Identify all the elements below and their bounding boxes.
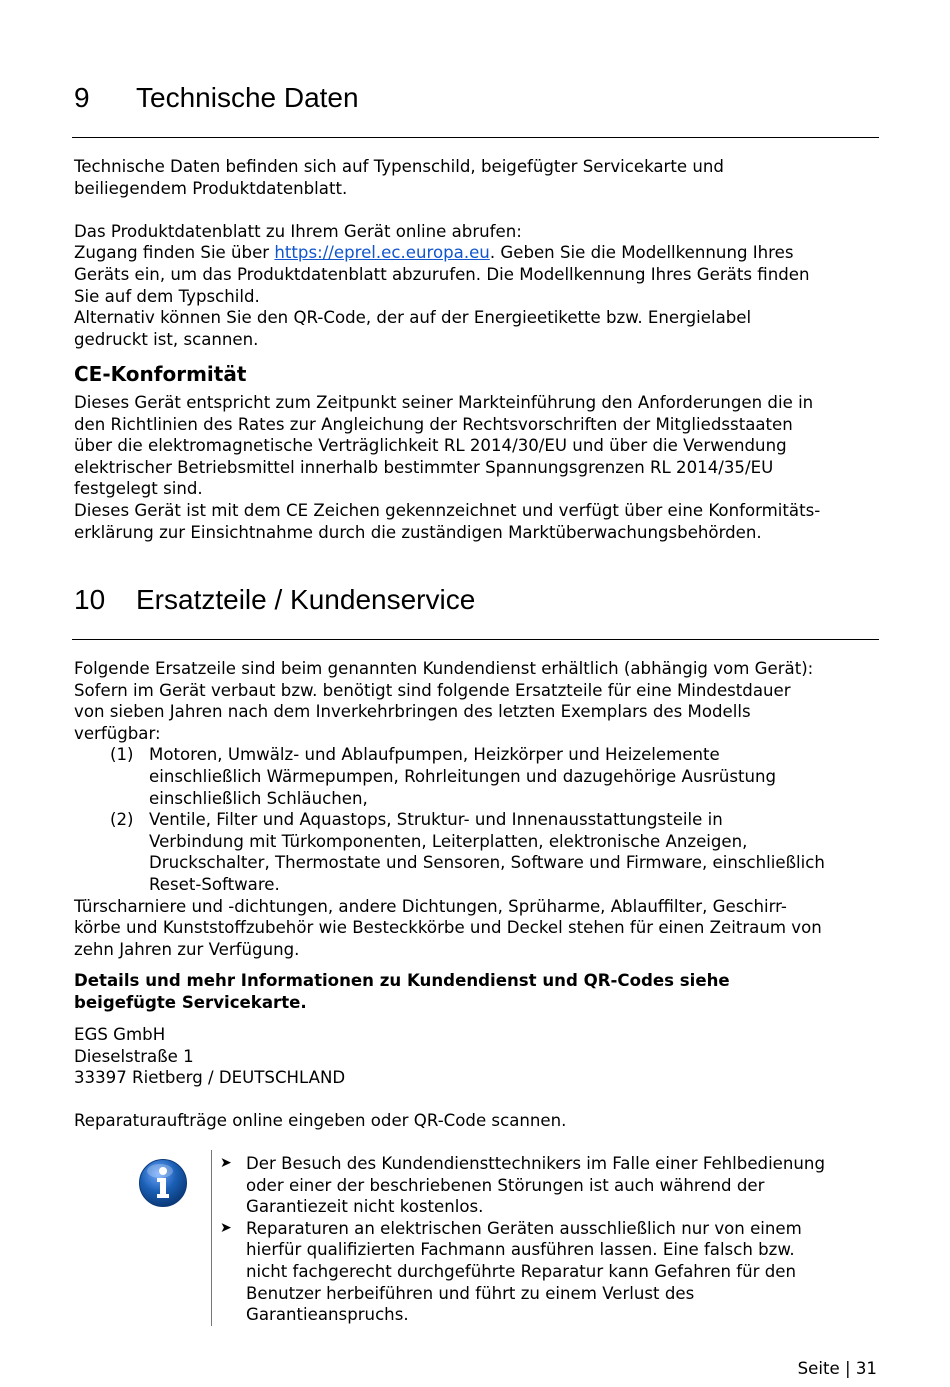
section-9-number: 9: [74, 82, 90, 113]
section-9-rule: [72, 137, 879, 138]
address-line: Dieselstraße 1: [74, 1046, 194, 1066]
ce-heading: CE-Konformität: [74, 362, 247, 386]
section-10-body: [74, 658, 882, 960]
address-block: [74, 1024, 882, 1132]
section-9-body: [74, 156, 882, 350]
section-9-title: Technische Daten: [136, 82, 359, 113]
spare-parts-line: Folgende Ersatzeile sind beim genannten Kundendienst erhältlich (abhängig vom Gerät):: [74, 659, 814, 678]
online-line: Alternativ können Sie den QR-Code, der auf der Energieetikette bzw. Energielabel: [74, 308, 752, 328]
address-line: 33397 Rietberg / DEUTSCHLAND: [74, 1068, 346, 1088]
bold-line: Details und mehr Informationen zu Kundendienst und QR-Codes siehe: [74, 971, 730, 990]
list-item: [74, 809, 882, 895]
notice-item: [220, 1218, 890, 1326]
list-item-line: Ventile, Filter und Aquastops, Struktur- und Innenausstattungsteile in: [149, 810, 723, 830]
spare-parts-line: Sofern im Gerät verbaut bzw. benötigt sind folgende Ersatzteile für eine Mindestdauer: [74, 680, 791, 700]
notice-item: [220, 1153, 890, 1218]
section-10-heading: [74, 582, 475, 618]
notice-divider: [211, 1150, 212, 1326]
notice-box: [220, 1153, 890, 1326]
ce-line: den Richtlinien des Rates zur Angleichung der Rechtsvorschriften der Mitgliedsstaaten: [74, 414, 793, 434]
arrow-bullet-icon: ➤: [220, 1155, 232, 1171]
section-10-title: Ersatzteile / Kundenservice: [136, 584, 476, 615]
notice-line: hierfür qualifizierten Fachmann ausführen lassen. Eine falsch bzw.: [246, 1240, 795, 1260]
online-line: Geräts ein, um das Produktdatenblatt abzurufen. Die Modellkennung Ihres Geräts finden: [74, 264, 810, 284]
eprel-link[interactable]: https://eprel.ec.europa.eu: [274, 243, 490, 263]
spare-parts-line: körbe und Kunststoffzubehör wie Besteckkörbe und Deckel stehen für einen Zeitraum von: [74, 918, 822, 938]
ce-line: erklärung zur Einsichtnahme durch die zuständigen Marktüberwachungsbehörden.: [74, 522, 762, 542]
online-line: Das Produktdatenblatt zu Ihrem Gerät online abrufen:: [74, 221, 522, 241]
notice-line: Der Besuch des Kundendiensttechnikers im Falle einer Fehlbedienung: [246, 1154, 825, 1173]
online-line: gedruckt ist, scannen.: [74, 329, 259, 349]
list-item-line: Verbindung mit Türkomponenten, Leiterplatten, elektronische Anzeigen,: [149, 831, 748, 851]
list-item-line: Druckschalter, Thermostate und Sensoren, Software und Firmware, einschließlich: [149, 853, 825, 873]
notice-line: Garantieanspruchs.: [246, 1305, 409, 1325]
notice-line: Benutzer herbeiführen und führt zu einem Verlust des: [246, 1283, 695, 1303]
ce-line: elektrischer Betriebsmittel innerhalb bestimmter Spannungsgrenzen RL 2014/35/EU: [74, 457, 774, 477]
list-marker: (1): [110, 745, 134, 765]
ce-line: Dieses Gerät entspricht zum Zeitpunkt seiner Markteinführung den Anforderungen die in: [74, 393, 814, 412]
online-line: Sie auf dem Typschild.: [74, 286, 260, 306]
notice-list: [220, 1153, 890, 1326]
footer-separator: |: [845, 1359, 851, 1378]
online-line-text: . Geben Sie die Modellkennung Ihres: [489, 243, 794, 263]
list-item-line: einschließlich Schläuchen,: [149, 788, 368, 808]
notice-line: Reparaturen an elektrischen Geräten ausschließlich nur von einem: [246, 1218, 802, 1238]
list-item: [74, 744, 882, 809]
spare-parts-line: zehn Jahren zur Verfügung.: [74, 939, 300, 959]
ce-line: Dieses Gerät ist mit dem CE Zeichen gekennzeichnet und verfügt über eine Konformitäts-: [74, 500, 821, 520]
list-item-line: Motoren, Umwälz- und Ablaufpumpen, Heizkörper und Heizelemente: [149, 745, 720, 765]
ce-line: festgelegt sind.: [74, 479, 203, 499]
list-item-line: einschließlich Wärmepumpen, Rohrleitungen und dazugehörige Ausrüstung: [149, 766, 777, 786]
bold-line: beigefügte Servicekarte.: [74, 992, 307, 1012]
intro-line: Technische Daten befinden sich auf Typenschild, beigefügter Servicekarte und: [74, 157, 724, 176]
address-line: EGS GmbH: [74, 1025, 166, 1044]
list-item-line: Reset-Software.: [149, 874, 280, 894]
arrow-bullet-icon: ➤: [220, 1219, 232, 1236]
online-line: [74, 242, 882, 264]
notice-line: Garantiezeit nicht kostenlos.: [246, 1197, 484, 1217]
spare-parts-line: Türscharniere und -dichtungen, andere Dichtungen, Sprüharme, Ablauffilter, Geschirr-: [74, 896, 787, 916]
spare-parts-list: [74, 744, 882, 895]
page-number: 31: [855, 1359, 877, 1378]
list-marker: (2): [110, 810, 134, 830]
section-10-number: 10: [74, 584, 106, 615]
page-footer: [798, 1358, 877, 1380]
info-icon: [138, 1158, 188, 1208]
ce-line: über die elektromagnetische Verträglichkeit RL 2014/30/EU und über die Verwendung: [74, 436, 787, 456]
notice-line: oder einer der beschriebenen Störungen ist auch während der: [246, 1175, 765, 1195]
spare-parts-line: von sieben Jahren nach dem Inverkehrbringen des letzten Exemplars des Modells: [74, 702, 751, 722]
footer-label: Seite: [797, 1359, 840, 1378]
section-9-heading: [74, 80, 359, 116]
spare-parts-line: verfügbar:: [74, 723, 161, 743]
online-line-text: Zugang finden Sie über: [74, 243, 275, 263]
section-10-rule: [72, 639, 879, 640]
notice-line: nicht fachgerecht durchgeführte Reparatur kann Gefahren für den: [246, 1261, 796, 1281]
service-card-note: [74, 970, 882, 1013]
ce-body: [74, 392, 882, 543]
repair-line: Reparaturaufträge online eingeben oder QR-Code scannen.: [74, 1111, 567, 1131]
intro-line: beiliegendem Produktdatenblatt.: [74, 178, 348, 198]
